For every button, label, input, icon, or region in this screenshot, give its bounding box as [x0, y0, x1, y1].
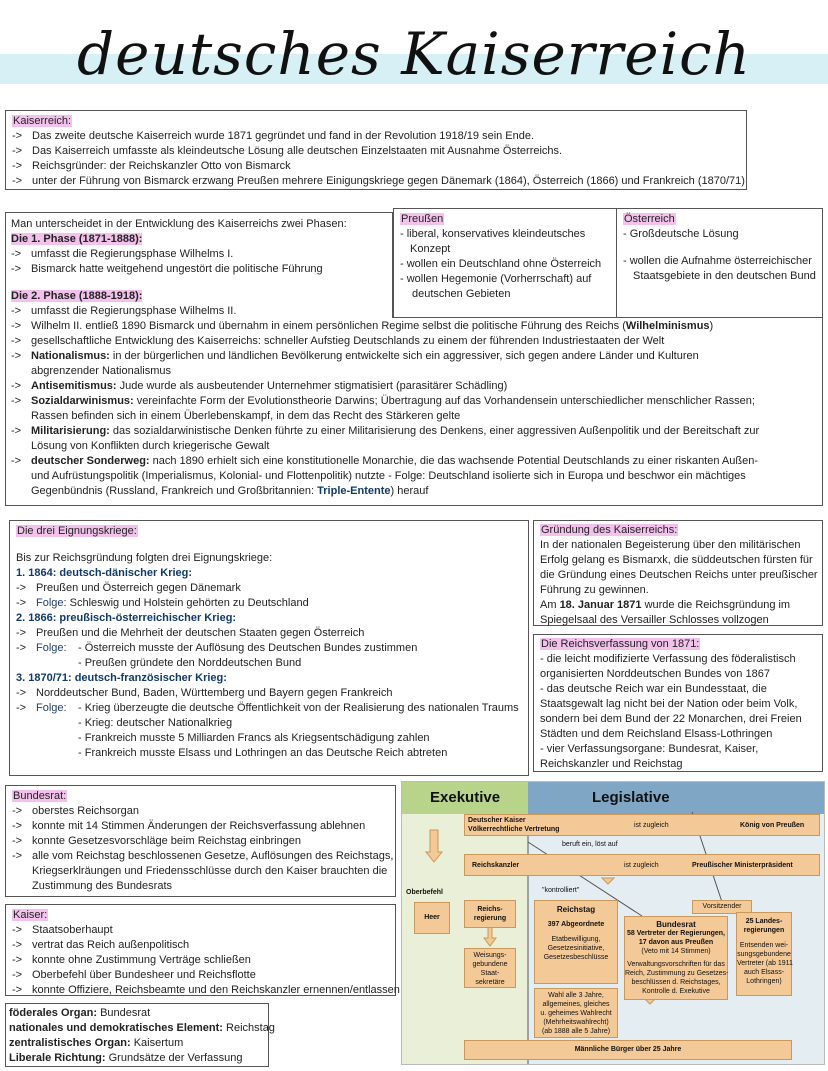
bundesrat-heading: Bundesrat:: [13, 790, 67, 802]
reichstag-box: Reichstag 397 Abgeordnete Etatbewilligung, Gesetzesinitiative, Gesetzesbeschlüsse: [534, 900, 618, 984]
list-item: -> konnte Gesetzesvorschläge beim Reichstag einbringen: [12, 835, 302, 847]
list-item: -> Folge: - Krieg überzeugte die deutsche Öffentlichkeit von der Realisierung des nationalen Traums: [16, 702, 519, 714]
list-item: -> Wilhelm II. entließ 1890 Bismarck und übernahm in einem persönlichen Regime selbst die politische Führung des Reichs (Wilhelminismus): [11, 320, 714, 332]
list-item: -> konnte Offiziere, Reichsbeamte und den Reichskanzler ernennen/entlassen: [12, 984, 400, 996]
vorsitzender-box: Vorsitzender: [692, 900, 752, 914]
list-item: -> Bismarck hatte weitgehend ungestört die politische Führung: [11, 263, 323, 275]
gruendung-box: Gründung des Kaiserreichs: In der nationalen Begeisterung über den militärischen Erfolg gelang es Bismarxk, die süddeutschen fürsten für die Gründung eines Deutschen Reichs unter preußischer Führung zu gewinnen. Am 18. Januar 1871 wurde die Reichsgründung im Spiegelsaal des Versailler Schlosses vollzogen: [533, 520, 823, 626]
kaiser-label: Deutscher Kaiser Völkerrechtliche Vertretung: [468, 817, 560, 833]
preussen-heading: Preußen: [401, 213, 444, 225]
staatssekretaere-box: Weisungs- gebundene Staat- sekretäre: [464, 948, 516, 988]
krieg3-heading: 3. 1870/71: deutsch-französischer Krieg:: [16, 672, 227, 684]
organ-row: nationales und demokratisches Element: Reichstag: [9, 1022, 275, 1034]
list-item: -> deutscher Sonderweg: nach 1890 erhielt sich eine konstitutionelle Monarchie, die das wachsende Potential Deutschlands zu einer riskanten Außen-: [11, 455, 758, 467]
organ-row: zentralistisches Organ: Kaisertum: [9, 1037, 184, 1049]
gruendung-heading: Gründung des Kaiserreichs:: [541, 524, 678, 536]
kaiserreich-box: [5, 110, 747, 190]
list-item: -> alle vom Reichstag beschlossenen Gesetze, Auflösungen des Reichstags,: [12, 850, 394, 862]
kaiser-box: [5, 904, 400, 996]
list-item: -> Antisemitismus: Jude wurde als ausbeutender Unternehmer stigmatisiert (parasitärer Schädling): [11, 380, 508, 392]
verfassung-box: Die Reichsverfassung von 1871: - die leicht modifizierte Verfassung des föderalistisch organisierten Norddeutschen Bundes von 1867 - das deutsche Reich war ein Bundesstaat, die Staatsgewalt lag nicht bei der Nation oder beim Volk, sondern bei dem Bund der 22 Monarchen, drei Freien Städten und dem Reichsland Elsass-Lothringen - vier Verfassungsorgane: Bundesrat, Kaiser, Reichskanzler und Reichstag: [533, 634, 823, 772]
verfassung-diagram: Exekutive Legislative Deutscher Kaiser Völkerrechtliche Vertretung ist zugleich König von Preußen beruft ein, löst auf Reichskanzler ist zugleich Preußischer Ministerpräsident Oberbefehl "kontrolliert" Vorsitzender Heer Reichs- regierung Weisungs- gebundene Staat- sekretäre Reichstag 397 Abgeordnete Etatbewilligung, Gesetzesinitiative, Gesetzesbeschlüsse Bundesrat 58 Vertreter der Regierungen, 17 davon aus Preußen (Veto mit 14 Stimmen) Verwaltungsvorschriften für das Reich, Zustimmung zu Gesetzes- beschlüssen d. Reichstages, Kontrolle d. Exekutive 25 Landes- regierungen Entsenden wei- sungsgebundene Vertreter (ab 1911 auch Elsass- Lothringen) Wahl alle 3 Jahre, allgemeines, gleiches u. geheimes Wahlrecht (Mehrheitswahlrecht) (ab 1888 alle 5 Jahre) Männliche Bürger über 25 Jahre: [401, 781, 825, 1065]
verfassung-heading: Die Reichsverfassung von 1871:: [541, 638, 700, 650]
list-item: -> Sozialdarwinismus: vereinfachte Form der Evolutionstheorie Darwins; Übertragung auf das Vorhandensein unterschiedlicher menschlicher Rassen;: [11, 395, 755, 407]
list-item: -> konnte mit 14 Stimmen Änderungen der Reichsverfassung ablehnen: [12, 820, 366, 832]
gruendung-date: 18. Januar 1871: [559, 599, 642, 611]
list-item: -> Reichsgründer: der Reichskanzler Otto von Bismarck: [12, 160, 291, 172]
list-item: -> Das zweite deutsche Kaiserreich wurde 1871 gegründet und fand in der Revolution 1918/19 sein Ende.: [12, 130, 535, 142]
list-item: -> umfasst die Regierungsphase Wilhelms II.: [11, 305, 237, 317]
heer-box: Heer: [414, 902, 450, 934]
organ-row: Liberale Richtung: Grundsätze der Verfassung: [9, 1052, 243, 1064]
krieg1-heading: 1. 1864: deutsch-dänischer Krieg:: [16, 567, 193, 579]
list-item: -> Oberbefehl über Bundesheer und Reichsflotte: [12, 969, 256, 981]
page-title: deutsches Kaiserreich: [77, 20, 751, 88]
bundesrat-diagram-box: Bundesrat 58 Vertreter der Regierungen, 17 davon aus Preußen (Veto mit 14 Stimmen) Verwaltungsvorschriften für das Reich, Zustimmung zu Gesetzes- beschlüssen d. Reichstages, Kontrolle d. Exekutive: [624, 916, 728, 1000]
kriege-box: Die drei Eignungskriege: Bis zur Reichsgründung folgten drei Eignungskriege: 1. 1864: deutsch-dänischer Krieg: -> Preußen und Österreich gegen Dänemark -> Folge: Schleswig und Holstein gehörten zu Deutschland 2. 1866: preußisch-österreichischer Krieg: -> Preußen und die Mehrheit der deutschen Staaten gegen Österreich -> Folge: - Österreich musste der Auflösung des Deutschen Bundes zustimmen - Preußen gründete den Norddeutschen Bund 3. 1870/71: deutsch-französischer Krieg: -> Norddeutscher Bund, Baden, Württemberg und Bayern gegen Frankreich -> Folge: - Krieg überzeugte die deutsche Öffentlichkeit von der Realisierung des nationalen Traums - Krieg: deutscher Nationalkrieg - Frankreich musste 5 Milliarden Francs als Kriegsentschädigung zahlen - Frankreich musste Elsass und Lothringen an das Deutsche Reich abtreten: [9, 520, 529, 776]
phase2-heading: Die 2. Phase (1888-1918):: [11, 290, 143, 302]
list-item: -> unter der Führung von Bismarck erzwang Preußen mehrere Einigungskriege gegen Dänemark (1864), Österreich (1866) und Frankreich (1870/71): [12, 175, 745, 187]
buerger-bar: Männliche Bürger über 25 Jahre: [464, 1040, 792, 1060]
list-item: -> umfasst die Regierungsphase Wilhelms I.: [11, 248, 234, 260]
landesregierungen-box: 25 Landes- regierungen Entsenden wei- sungsgebundene Vertreter (ab 1911 auch Elsass- Lothringen): [736, 912, 792, 996]
list-item: -> Norddeutscher Bund, Baden, Württemberg und Bayern gegen Frankreich: [16, 687, 393, 699]
list-item: -> Das Kaiserreich umfasste als kleindeutsche Lösung alle deutschen Einzelstaaten mit Ausnahme Österreichs.: [12, 145, 563, 157]
list-item: -> Folge: Schleswig und Holstein gehörten zu Deutschland: [16, 597, 309, 609]
organe-box: [5, 1003, 275, 1067]
list-item: -> gesellschaftliche Entwicklung des Kaiserreichs: schneller Aufstieg Deutschlands zu einem der führenden Industriestaaten der Welt: [11, 335, 665, 347]
kaiser-heading: Kaiser:: [13, 909, 48, 921]
organ-row: föderales Organ: Bundesrat: [9, 1007, 151, 1019]
exekutive-label: Exekutive: [430, 789, 501, 806]
list-item: -> Preußen und die Mehrheit der deutschen Staaten gegen Österreich: [16, 627, 365, 639]
krieg2-heading: 2. 1866: preußisch-österreichischer Krieg:: [16, 612, 237, 624]
preussen-box: Preußen - liberal, konservatives kleindeutsches Konzept - wollen ein Deutschland ohne Österreich - wollen Hegemonie (Vorherrschaft) auf deutschen Gebieten: [393, 208, 617, 318]
wahl-box: Wahl alle 3 Jahre, allgemeines, gleiches u. geheimes Wahlrecht (Mehrheitswahlrecht) (ab 1888 alle 5 Jahre): [534, 988, 618, 1038]
ministerpraesident-label: Preußischer Ministerpräsident: [692, 862, 793, 869]
reichsregierung-box: Reichs- regierung: [464, 900, 516, 928]
list-item: -> oberstes Reichsorgan: [12, 805, 140, 817]
bundesrat-box: Bundesrat: -> oberstes Reichsorgan -> konnte mit 14 Stimmen Änderungen der Reichsverfassung ablehnen -> konnte Gesetzesvorschläge beim Reichstag einbringen -> alle vom Reichstag beschlossenen Gesetze, Auflösungen des Reichstags, Kriegserklräungen und Friedensschlüsse durch den Kaiser brauchten die Zustimmung des Bundesrats: [5, 785, 396, 897]
oesterreich-heading: Österreich: [624, 213, 675, 225]
list-item: -> Militarisierung: das sozialdarwinistische Denken führte zu einer Militarisierung des Denkens, einer aggressiven Außenpolitik und der Bereitschaft zur: [11, 425, 760, 437]
koenig-label: König von Preußen: [740, 822, 805, 829]
list-item: -> Staatsoberhaupt: [12, 924, 113, 936]
oesterreich-box: Österreich - Großdeutsche Lösung - wollen die Aufnahme österreichischer Staatsgebiete in den deutschen Bund: [616, 208, 823, 318]
list-item: -> Preußen und Österreich gegen Dänemark: [16, 582, 241, 594]
phases-content: Man unterscheidet in der Entwicklung des Kaiserreichs zwei Phasen: Die 1. Phase (1871-1888): -> umfasst die Regierungsphase Wilhelms I. -> Bismarck hatte weitgehend ungestört die politische Führung Die 2. Phase (1888-1918): -> umfasst die Regierungsphase Wilhelms II. -> Wilhelm II. entließ 1890 Bismarck und übernahm in einem persönlichen Regime selbst die politische Führung des Reichs (Wilhelminismus) -> gesellschaftliche Entwicklung des Kaiserreichs: schneller Aufstieg Deutschlands zu einem der führenden Industriestaaten der Welt -> Nationalismus: in der bürgerlichen und ländlichen Bevölkerung entwickelte sich ein aggressiver, sich gegen andere Länder und Kulturen abgrenzender Nationalismus -> Antisemitismus: Jude wurde als ausbeutender Unternehmer stigmatisiert (parasitärer Schädling) -> Sozialdarwinismus: vereinfachte Form der Evolutionstheorie Darwins; Übertragung auf das Vorhandensein unterschiedlicher menschlicher Rassen; Rassen befinden sich in einem Überlebenskampf, in dem das Recht des Stärkeren gelte -> Militarisierung: das sozialdarwinistische Denken führte zu einer Militarisierung des Denkens, einer aggressiven Außenpolitik und der Bereitschaft zur Lösung von Konflikten durch kriegerische Gewalt -> deutscher Sonderweg: nach 1890 erhielt sich eine konstitutionelle Monarchie, die das wachsende Potential Deutschlands zu einer riskanten Außen- und Aufrüstungspolitik (Imperialismus, Kolonial- und Flottenpolitik) nutzte - Folge: Deutschland isolierte sich in Europa und beschwor ein mächtiges Gegenbündnis (Russland, Frankreich und Großbritannien: Triple-Entente) herauf: [11, 217, 823, 499]
list-item: -> Nationalismus: in der bürgerlichen und ländlichen Bevölkerung entwickelte sich ein aggressiver, sich gegen andere Länder und Kulturen: [11, 350, 699, 362]
phase1-heading: Die 1. Phase (1871-1888):: [11, 233, 143, 245]
reichskanzler-label: Reichskanzler: [472, 862, 520, 869]
list-item: -> konnte ohne Zustimmung Verträge schließen: [12, 954, 251, 966]
list-item: -> vertrat das Reich außenpolitisch: [12, 939, 190, 951]
legislative-label: Legislative: [592, 789, 670, 806]
kaiserreich-heading: Kaiserreich:: [13, 115, 72, 127]
phases-intro: Man unterscheidet in der Entwicklung des Kaiserreichs zwei Phasen:: [11, 218, 347, 230]
kriege-heading: Die drei Eignungskriege:: [17, 525, 137, 537]
list-item: -> Folge: - Österreich musste der Auflösung des Deutschen Bundes zustimmen: [16, 642, 418, 654]
